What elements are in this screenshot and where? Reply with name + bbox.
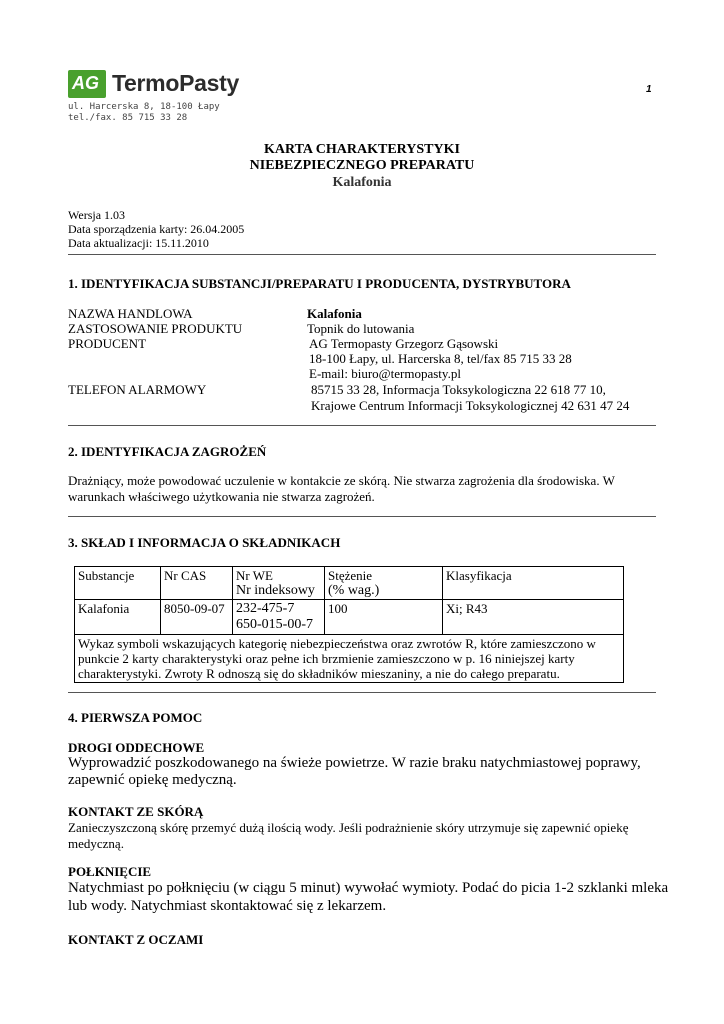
- alarm-phone-label: TELEFON ALARMOWY: [68, 382, 207, 397]
- alarm-phone-line2: Krajowe Centrum Informacji Toksykologicznej 42 631 47 24: [311, 398, 630, 413]
- table-note-line2: punkcie 2 karty charakterystyki oraz pełne ich brzmienie zamieszczono w p. 16 niniejszej karty: [78, 651, 575, 666]
- header-concentration-label: Stężenie: [328, 568, 373, 583]
- section-1-heading: 1. IDENTYFIKACJA SUBSTANCJI/PREPARATU I PRODUCENTA, DYSTRYBUTORA: [68, 276, 571, 291]
- logo-mark-text: AG: [72, 73, 99, 93]
- divider: [68, 692, 656, 693]
- producer-label: PRODUCENT: [68, 336, 147, 351]
- company-address: ul. Harcerska 8, 18-100 Łapy: [68, 102, 220, 112]
- swallowing-line2: lub wody. Natychmiast skontaktować się z lekarzem.: [68, 898, 387, 914]
- table-note-row: [75, 635, 624, 683]
- cell-index-number: 650-015-00-7: [236, 617, 313, 632]
- header-classification: Klasyfikacja: [443, 567, 624, 600]
- composition-table: [74, 566, 624, 683]
- table-row: [75, 600, 624, 635]
- header-concentration-unit: (% wag.): [328, 583, 380, 598]
- version-info: Wersja 1.03: [68, 208, 126, 222]
- table-note-line3: charakterystyki. Zwroty R odnoszą się do składników mieszaniny, a nie do całego preparatu.: [78, 666, 560, 681]
- swallowing-line1: Natychmiast po połknięciu (w ciągu 5 minut) wywołać wymioty. Podać do picia 1-2 szklanki mleka: [68, 880, 669, 896]
- company-phone: tel./fax. 85 715 33 28: [68, 113, 188, 123]
- header-we-number: Nr WE: [236, 568, 273, 583]
- section-2-heading: 2. IDENTYFIKACJA ZAGROŻEŃ: [68, 444, 267, 459]
- divider: [68, 425, 656, 426]
- cell-concentration: 100: [325, 600, 443, 635]
- divider: [68, 254, 656, 255]
- table-header-row: [75, 567, 624, 600]
- hazard-text-line1: Drażniący, może powodować uczulenie w kontakcie ze skórą. Nie stwarza zagrożenia dla środowiska. W: [68, 473, 615, 488]
- table-note-line1: Wykaz symboli wskazujących kategorię niebezpieczeństwa oraz zwrotów R, które zamieszczono w: [78, 636, 596, 651]
- company-logo-text: TermoPasty: [112, 70, 239, 96]
- product-use-value: Topnik do lutowania: [307, 321, 415, 336]
- company-logo-mark: [68, 70, 106, 98]
- header-we: [233, 567, 325, 600]
- cell-substance: Kalafonia: [75, 600, 161, 635]
- product-use-label: ZASTOSOWANIE PRODUKTU: [68, 321, 243, 336]
- producer-email: E-mail: biuro@termopasty.pl: [309, 366, 461, 381]
- trade-name-value: Kalafonia: [307, 306, 362, 321]
- update-date: Data aktualizacji: 15.11.2010: [68, 236, 209, 250]
- eye-contact-heading: KONTAKT Z OCZAMI: [68, 932, 204, 947]
- swallowing-heading: POŁKNIĘCIE: [68, 864, 152, 879]
- header-concentration: [325, 567, 443, 600]
- producer-name: AG Termopasty Grzegorz Gąsowski: [309, 336, 499, 351]
- skin-contact-heading: KONTAKT ZE SKÓRĄ: [68, 804, 204, 819]
- respiratory-text-line2: zapewnić opiekę medyczną.: [68, 772, 237, 788]
- cell-we: [233, 600, 325, 635]
- cell-cas: 8050-09-07: [161, 600, 233, 635]
- header-index-number: Nr indeksowy: [236, 583, 315, 598]
- table-note: [75, 635, 624, 683]
- product-name-title: Kalafonia: [332, 175, 392, 190]
- respiratory-text-line1: Wyprowadzić poszkodowanego na świeże powietrze. W razie braku natychmiastowej poprawy,: [68, 755, 641, 771]
- hazard-text-line2: warunkach właściwego użytkowania nie stwarza zagrożeń.: [68, 489, 375, 504]
- trade-name-label: NAZWA HANDLOWA: [68, 306, 193, 321]
- respiratory-heading: DROGI ODDECHOWE: [68, 740, 205, 755]
- section-4-heading: 4. PIERWSZA POMOC: [68, 710, 203, 725]
- section-3-heading: 3. SKŁAD I INFORMACJA O SKŁADNIKACH: [68, 535, 341, 550]
- header-substance: Substancje: [75, 567, 161, 600]
- cell-classification: Xi; R43: [443, 600, 624, 635]
- divider: [68, 516, 656, 517]
- page-number: 1: [646, 84, 652, 95]
- cell-we-number: 232-475-7: [236, 601, 295, 616]
- skin-contact-line1: Zanieczyszczoną skórę przemyć dużą ilością wody. Jeśli podrażnienie skóry utrzymuje się zapewnić opiekę: [68, 820, 629, 835]
- header-cas: Nr CAS: [161, 567, 233, 600]
- alarm-phone-line1: 85715 33 28, Informacja Toksykologiczna 22 618 77 10,: [311, 382, 606, 397]
- producer-address: 18-100 Łapy, ul. Harcerska 8, tel/fax 85 715 33 28: [309, 351, 572, 366]
- creation-date: Data sporządzenia karty: 26.04.2005: [68, 222, 245, 236]
- skin-contact-line2: medyczną.: [68, 836, 124, 851]
- document-title-line2: NIEBEZPIECZNEGO PREPARATU: [249, 158, 475, 173]
- document-title-line1: KARTA CHARAKTERYSTYKI: [264, 142, 460, 157]
